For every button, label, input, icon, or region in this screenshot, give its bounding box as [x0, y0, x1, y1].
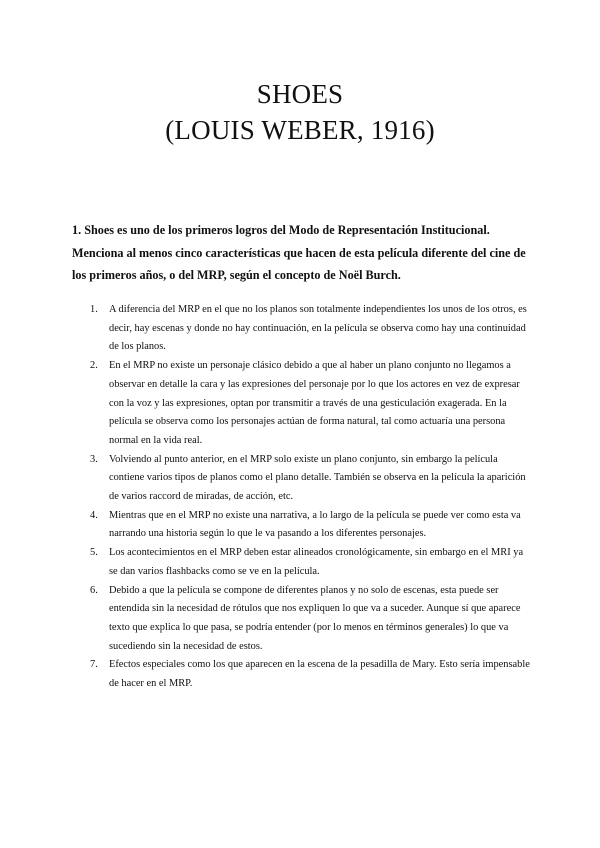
answer-text: A diferencia del MRP en el que no los planos son totalmente independientes los unos de los otros, es decir, hay escenas y donde no hay continuación, en la película se observa como hay una continuidad de los planos. [109, 304, 527, 353]
answer-text: En el MRP no existe un personaje clásico debido a que al haber un plano conjunto no llegamos a observar en detalle la cara y las expresiones del personaje por lo que los actores en vez de expresar con la voz y las expresiones, optan por transmitir a través de una gesticulación exagerada. En la película se observa como los personajes actúan de forma natural, tal como actuaría una persona normal en la vida real. [109, 360, 520, 446]
document-title [0, 76, 600, 148]
answer-number: 6. [90, 584, 98, 596]
answer-item [90, 451, 530, 507]
answer-number: 2. [90, 360, 98, 372]
answer-item [90, 301, 530, 357]
answer-number: 4. [90, 509, 98, 521]
answer-text: Efectos especiales como los que aparecen en la escena de la pesadilla de Mary. Esto sería impensable de hacer en el MRP. [109, 659, 530, 690]
answer-text: Debido a que la película se compone de diferentes planos y no solo de escenas, esta puede ser entendida sin la necesidad de rótulos que nos expliquen lo que va a suceder. Aunque sí que aparece texto que explica lo que pasa, se podría entender (por lo menos en términos generales) lo que va sucediendo sin la necesidad de estos. [109, 584, 521, 652]
answer-number: 3. [90, 453, 98, 465]
answer-text: Volviendo al punto anterior, en el MRP solo existe un plano conjunto, sin embargo la película contiene varios tipos de planos como el plano detalle. También se observa en la película la aparición de varios raccord de miradas, de acción, etc. [109, 453, 526, 503]
title-line-1: SHOES [256, 79, 344, 109]
answers-list [90, 301, 530, 694]
answer-item [90, 656, 530, 693]
title-line-2: (LOUIS WEBER, 1916) [165, 115, 435, 145]
answer-item [90, 582, 530, 657]
answer-number: 7. [90, 659, 98, 671]
answer-item [90, 357, 530, 451]
answer-text: Mientras que en el MRP no existe una narrativa, a lo largo de la película se puede ver como esta va narrando una historia según lo que le va pasando a los diferentes personajes. [109, 509, 521, 540]
answer-number: 5. [90, 547, 98, 559]
answer-item [90, 544, 530, 581]
answer-number: 1. [90, 304, 98, 315]
answer-text: Los acontecimientos en el MRP deben estar alineados cronológicamente, sin embargo en el MRI ya se dan varios flashbacks como se ve en la película. [109, 547, 524, 577]
question-heading: 1. Shoes es uno de los primeros logros del Modo de Representación Institucional. Menciona al menos cinco características que hacen de esta película diferente del cine de los primeros años, o del MRP, según el concepto de Noël Burch. [72, 223, 526, 282]
answer-item [90, 507, 530, 544]
